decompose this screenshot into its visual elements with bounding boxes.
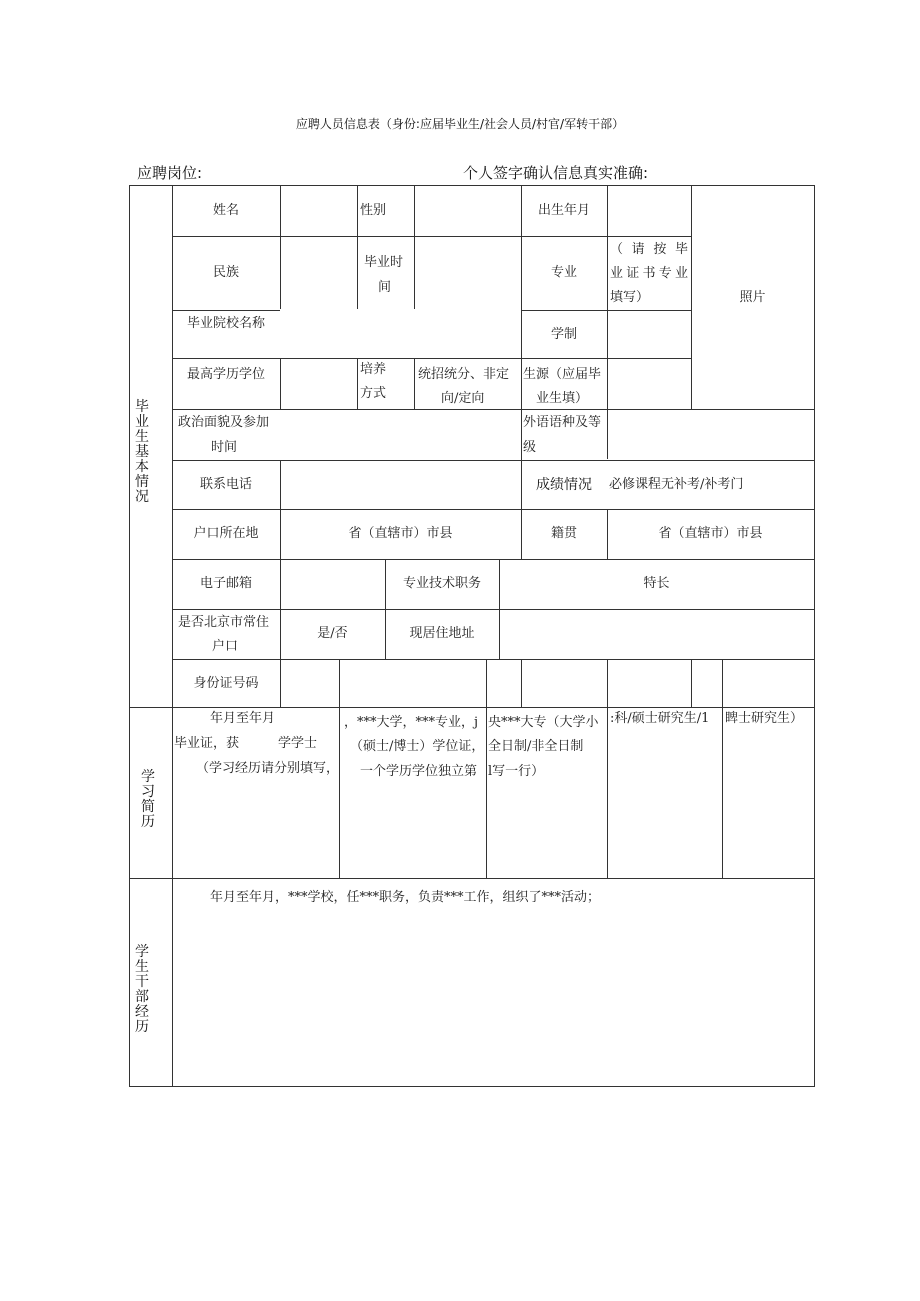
label-tech-title: 专业技术职务 [402,576,481,591]
study-text: 央***大专（大学小 [488,715,599,730]
native-value: 省（直辖市）市县 [658,526,763,541]
label-language-2: 级 [523,440,537,455]
label-training-2: 方式 [360,386,387,401]
label-beijing-1: 是否北京市常住 [178,615,270,630]
label-ethnicity: 民族 [212,265,239,280]
label-grad-time-2: 间 [378,280,392,295]
section-student-cadre: 学生干部经历 [135,944,149,1035]
label-duration: 学制 [550,327,577,342]
label-specialty: 特长 [643,576,670,591]
training-value-2: 向/定向 [441,391,485,406]
section-study-resume: 学习简历 [141,769,155,830]
label-language-1: 外语语种及等 [523,415,602,430]
label-hukou: 户口所在地 [193,526,259,541]
label-political-2: 时间 [211,440,238,455]
study-text: （学习经历请分别填写， [196,761,339,776]
beijing-value: 是/否 [317,626,348,641]
label-native: 籍贯 [550,526,577,541]
section-basic-info: 毕业生基本情况 [135,399,149,505]
label-address: 现居住地址 [409,626,475,641]
label-grades: 成绩情况 [536,477,592,493]
label-school: 毕业院校名称 [186,316,265,331]
cadre-text: 年月至年月，***学校，任***职务，负责***工作，组织了***活动； [210,890,601,905]
form-title: 应聘人员信息表（身份:应届毕业生/社会人员/村官/军转干部） [295,117,625,131]
label-name: 姓名 [212,203,239,218]
study-text: ，***大学，***专业，j [344,715,479,730]
major-note-1: （请按毕 [610,242,688,257]
hukou-value: 省（直辖市）市县 [348,526,453,541]
study-text: 睥士研究生） [725,711,804,726]
study-text: 一个学历学位独立第 [360,764,478,779]
label-training-1: 培养 [360,362,387,377]
label-birth: 出生年月 [537,203,590,218]
study-text: 全日制/非全日制 [488,739,584,754]
label-email: 电子邮箱 [199,576,252,591]
signature-label: 个人签字确认信息真实准确: [463,164,649,182]
label-grad-time-1: 毕业时 [364,255,404,270]
label-political-1: 政治面貌及参加 [178,415,270,430]
label-beijing-2: 户口 [212,639,239,654]
photo-label: 照片 [739,290,766,305]
label-phone: 联系电话 [199,477,252,492]
study-text: 毕业证，获 学学士 [174,736,318,751]
major-note-2: 业证书专业 [610,266,688,281]
label-major: 专业 [550,265,577,280]
position-label: 应聘岗位: [137,164,203,182]
label-degree: 最高学历学位 [186,367,265,382]
grades-value: 必修课程无补考/补考门 [609,477,744,492]
training-value-1: 统招统分、非定 [418,367,510,382]
label-origin-2: 业生填） [536,391,589,406]
study-text: :科/硕士研究生/1 [610,711,710,726]
label-id-number: 身份证号码 [193,676,259,691]
study-text: l写一行） [488,764,545,779]
major-note-3: 填写） [610,290,650,305]
label-origin-1: 生源（应届毕 [523,367,602,382]
study-text: （硕士/博士）学位证， [350,739,485,754]
label-gender: 性别 [360,203,387,218]
study-text: 年月至年月 [210,711,276,726]
